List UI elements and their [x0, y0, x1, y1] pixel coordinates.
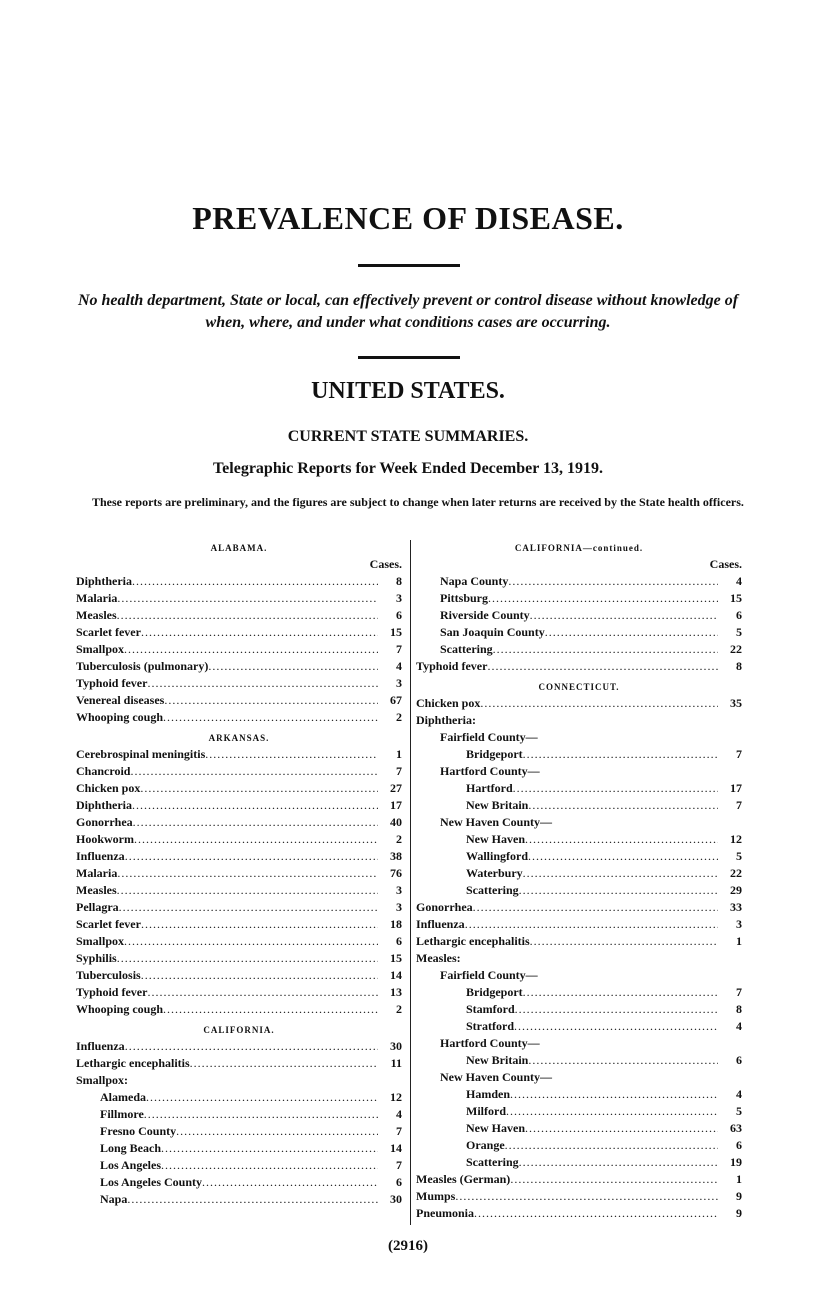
left-column: [76, 540, 402, 1208]
disease-name: Napa: [100, 1192, 128, 1206]
table-row: [76, 607, 402, 624]
dot-leader: [514, 1018, 718, 1035]
table-group-label: [416, 967, 742, 984]
case-count: 38: [390, 849, 402, 863]
table-row: [416, 1086, 742, 1103]
table-row: [416, 624, 742, 641]
subsection-title: CURRENT STATE SUMMARIES.: [287, 428, 529, 445]
table-row: [76, 1089, 402, 1106]
right-column: [416, 540, 742, 1222]
case-count: 2: [396, 1002, 402, 1016]
disease-name: Bridgeport: [466, 985, 523, 999]
disease-name: Orange: [466, 1138, 505, 1152]
table-row: [76, 916, 402, 933]
case-count: 8: [736, 659, 742, 673]
case-count: 5: [736, 1104, 742, 1118]
disease-name: Chancroid: [76, 764, 131, 778]
disease-name: Waterbury: [466, 866, 523, 880]
table-row: [416, 831, 742, 848]
case-count: 7: [736, 747, 742, 761]
dot-leader: [130, 763, 378, 780]
dot-leader: [523, 746, 718, 763]
dot-leader: [513, 780, 718, 797]
dot-leader: [176, 1123, 378, 1140]
dot-leader: [530, 933, 718, 950]
cases-header: Cases.: [709, 557, 742, 571]
dot-leader: [161, 1157, 378, 1174]
table-row: [76, 658, 402, 675]
disease-name: Scattering: [466, 1155, 519, 1169]
table-row: [76, 675, 402, 692]
case-count: 4: [736, 1087, 742, 1101]
dot-leader: [525, 1120, 718, 1137]
case-count: 4: [396, 1107, 402, 1121]
table-row: [76, 797, 402, 814]
table-row: [76, 848, 402, 865]
disease-name: Smallpox:: [76, 1073, 129, 1087]
disease-name: Typhoid fever: [416, 659, 488, 673]
table-row: [76, 984, 402, 1001]
disease-name: San Joaquin County: [440, 625, 545, 639]
dot-leader: [147, 984, 378, 1001]
page-number: (2916): [388, 1238, 428, 1254]
dot-leader: [117, 865, 378, 882]
disease-name: Tuberculosis (pulmonary): [76, 659, 209, 673]
case-count: 17: [390, 798, 402, 812]
table-row: [76, 763, 402, 780]
case-count: 7: [396, 764, 402, 778]
dot-leader: [506, 1103, 718, 1120]
disease-name: Scarlet fever: [76, 917, 141, 931]
title-rule: [358, 264, 460, 267]
disease-name: Mumps: [416, 1189, 456, 1203]
table-row: [416, 607, 742, 624]
disease-name: Stamford: [466, 1002, 515, 1016]
disease-name: Influenza: [76, 849, 125, 863]
disease-name: Milford: [466, 1104, 506, 1118]
state-heading: ARKANSAS.: [208, 733, 270, 743]
case-count: 3: [396, 591, 402, 605]
table-row: [76, 780, 402, 797]
disease-name: Pittsburg: [440, 591, 488, 605]
table-row: [76, 746, 402, 763]
case-count: 6: [736, 1138, 742, 1152]
case-count: 19: [730, 1155, 742, 1169]
disease-name: Gonorrhea: [416, 900, 473, 914]
disease-name: Gonorrhea: [76, 815, 133, 829]
dot-leader: [141, 624, 378, 641]
dot-leader: [510, 1086, 718, 1103]
case-count: 7: [396, 1158, 402, 1172]
table-row: [76, 1174, 402, 1191]
disease-name: Influenza: [416, 917, 465, 931]
disease-name: Chicken pox: [416, 696, 481, 710]
table-row: [76, 1123, 402, 1140]
case-count: 40: [390, 815, 402, 829]
disease-name: Measles: [76, 608, 117, 622]
disease-name: Hookworm: [76, 832, 134, 846]
table-row: [76, 933, 402, 950]
dot-leader: [528, 1052, 718, 1069]
case-count: 3: [736, 917, 742, 931]
dot-leader: [505, 1137, 718, 1154]
case-count: 6: [736, 608, 742, 622]
dot-leader: [493, 641, 718, 658]
disease-name: New Haven County—: [440, 815, 553, 829]
table-row: [416, 1205, 742, 1222]
table-row: [416, 780, 742, 797]
table-row: [416, 865, 742, 882]
table-group-label: [416, 1035, 742, 1052]
table-row: [76, 1191, 402, 1208]
table-row: [76, 1001, 402, 1018]
dot-leader: [487, 658, 718, 675]
case-count: 12: [730, 832, 742, 846]
case-count: 67: [390, 693, 402, 707]
dot-leader: [525, 831, 718, 848]
disease-name: Long Beach: [100, 1141, 162, 1155]
table-row: [416, 933, 742, 950]
state-heading: CALIFORNIA—continued.: [514, 543, 644, 553]
section-title: UNITED STATES.: [311, 378, 505, 404]
case-count: 5: [736, 849, 742, 863]
disease-name: New Britain: [466, 798, 529, 812]
case-count: 1: [736, 1172, 742, 1186]
case-count: 4: [396, 659, 402, 673]
table-row: [416, 1154, 742, 1171]
dot-leader: [519, 1154, 718, 1171]
table-row: [76, 692, 402, 709]
case-count: 18: [390, 917, 402, 931]
state-heading: ALABAMA.: [210, 543, 268, 553]
case-count: 7: [736, 798, 742, 812]
dot-leader: [124, 933, 378, 950]
disease-name: Fresno County: [100, 1124, 177, 1138]
table-row: [76, 1055, 402, 1072]
dot-leader: [141, 967, 378, 984]
disease-name: Measles:: [416, 951, 461, 965]
dot-leader: [528, 797, 718, 814]
table-row: [416, 1188, 742, 1205]
case-count: 7: [396, 1124, 402, 1138]
state-heading: CONNECTICUT.: [538, 682, 620, 692]
case-count: 8: [396, 574, 402, 588]
disease-name: Whooping cough: [76, 1002, 164, 1016]
case-count: 9: [736, 1206, 742, 1220]
disease-name: Whooping cough: [76, 710, 164, 724]
table-row: [416, 1171, 742, 1188]
dot-leader: [127, 1191, 378, 1208]
table-row: [76, 865, 402, 882]
table-group-label: [416, 763, 742, 780]
disease-name: Hamden: [466, 1087, 511, 1101]
case-count: 33: [730, 900, 742, 914]
dot-leader: [161, 1140, 378, 1157]
table-row: [76, 950, 402, 967]
case-count: 2: [396, 710, 402, 724]
dot-leader: [163, 709, 378, 726]
dot-leader: [515, 1001, 718, 1018]
disease-name: Influenza: [76, 1039, 125, 1053]
dot-leader: [523, 984, 718, 1001]
case-count: 7: [396, 642, 402, 656]
table-group-label: [416, 712, 742, 729]
table-group-label: [416, 729, 742, 746]
disease-name: Venereal diseases: [76, 693, 165, 707]
table-row: [76, 899, 402, 916]
table-row: [416, 746, 742, 763]
case-count: 30: [390, 1192, 402, 1206]
case-count: 2: [396, 832, 402, 846]
case-count: 76: [390, 866, 402, 880]
dot-leader: [523, 865, 718, 882]
dot-leader: [140, 780, 378, 797]
table-row: [416, 848, 742, 865]
dot-leader: [202, 1174, 378, 1191]
dot-leader: [133, 814, 378, 831]
disease-name: Hartford: [466, 781, 513, 795]
dot-leader: [530, 607, 718, 624]
intro-paragraph: These reports are preliminary, and the figures are subject to change when later returns are received by the State health officers.: [92, 495, 744, 509]
dot-leader: [480, 695, 718, 712]
case-count: 30: [390, 1039, 402, 1053]
case-count: 6: [736, 1053, 742, 1067]
case-count: 17: [730, 781, 742, 795]
table-row: [416, 1052, 742, 1069]
disease-name: Scattering: [466, 883, 519, 897]
disease-name: Diphtheria:: [416, 713, 476, 727]
case-count: 3: [396, 676, 402, 690]
disease-name: Scarlet fever: [76, 625, 141, 639]
table-row: [416, 641, 742, 658]
disease-name: Smallpox: [76, 642, 125, 656]
disease-name: New Haven: [466, 1121, 525, 1135]
table-row: [416, 695, 742, 712]
table-row: [416, 573, 742, 590]
case-count: 15: [390, 951, 402, 965]
dot-leader: [132, 797, 378, 814]
disease-name: Chicken pox: [76, 781, 141, 795]
table-row: [416, 899, 742, 916]
table-row: [76, 1106, 402, 1123]
dot-leader: [488, 590, 718, 607]
disease-name: Tuberculosis: [76, 968, 141, 982]
table-row: [416, 590, 742, 607]
table-row: [76, 831, 402, 848]
case-count: 14: [390, 968, 402, 982]
table-row: [76, 1140, 402, 1157]
case-count: 3: [396, 900, 402, 914]
table-row: [76, 814, 402, 831]
table-row: [416, 797, 742, 814]
table-row: [416, 1103, 742, 1120]
dot-leader: [545, 624, 718, 641]
table-row: [416, 1001, 742, 1018]
table-row: [76, 590, 402, 607]
case-count: 13: [390, 985, 402, 999]
case-count: 22: [730, 642, 742, 656]
disease-name: Hartford County—: [440, 764, 540, 778]
dot-leader: [117, 590, 378, 607]
case-count: 15: [730, 591, 742, 605]
table-row: [416, 916, 742, 933]
case-count: 7: [736, 985, 742, 999]
dot-leader: [208, 658, 378, 675]
disease-name: Smallpox: [76, 934, 125, 948]
disease-name: Typhoid fever: [76, 985, 148, 999]
dot-leader: [474, 1205, 718, 1222]
table-row: [76, 1038, 402, 1055]
cases-header: Cases.: [369, 557, 402, 571]
disease-name: Wallingford: [466, 849, 529, 863]
dot-leader: [117, 950, 378, 967]
table-row: [76, 641, 402, 658]
disease-name: Los Angeles: [100, 1158, 162, 1172]
disease-name: Alameda: [100, 1090, 146, 1104]
disease-name: Fillmore: [100, 1107, 144, 1121]
table-row: [76, 573, 402, 590]
table-row: [416, 882, 742, 899]
disease-name: Hartford County—: [440, 1036, 540, 1050]
dot-leader: [117, 607, 378, 624]
dot-leader: [117, 882, 378, 899]
dot-leader: [465, 916, 718, 933]
disease-name: New Haven: [466, 832, 525, 846]
page-title: PREVALENCE OF DISEASE.: [192, 200, 624, 236]
dot-leader: [141, 916, 378, 933]
disease-name: Measles: [76, 883, 117, 897]
table-row: [416, 658, 742, 675]
disease-name: Riverside County: [440, 608, 530, 622]
table-group-label: [416, 1069, 742, 1086]
disease-name: Malaria: [76, 591, 118, 605]
dot-leader: [473, 899, 718, 916]
disease-name: Pellagra: [76, 900, 119, 914]
dot-leader: [164, 692, 378, 709]
dot-leader: [528, 848, 718, 865]
disease-name: Bridgeport: [466, 747, 523, 761]
dot-leader: [146, 1089, 378, 1106]
table-row: [416, 984, 742, 1001]
table-group-label: [416, 814, 742, 831]
case-count: 27: [390, 781, 402, 795]
disease-name: Syphilis: [76, 951, 117, 965]
table-row: [416, 1137, 742, 1154]
case-count: 4: [736, 574, 742, 588]
table-row: [76, 1157, 402, 1174]
dot-leader: [132, 573, 378, 590]
disease-name: Diphtheria: [76, 798, 133, 812]
case-count: 15: [390, 625, 402, 639]
motto: No health department, State or local, can effectively prevent or control disease without knowledge of when, where, and under what conditions cases are occurring.: [77, 292, 739, 331]
disease-name: Fairfield County—: [440, 730, 538, 744]
state-heading: CALIFORNIA.: [203, 1025, 275, 1035]
dot-leader: [147, 675, 378, 692]
dot-leader: [508, 573, 718, 590]
table-row: [76, 624, 402, 641]
disease-name: Lethargic encephalitis: [416, 934, 530, 948]
case-count: 22: [730, 866, 742, 880]
table-row: [416, 1120, 742, 1137]
case-count: 5: [736, 625, 742, 639]
disease-name: New Britain: [466, 1053, 529, 1067]
case-count: 35: [730, 696, 742, 710]
case-count: 1: [396, 747, 402, 761]
case-count: 9: [736, 1189, 742, 1203]
disease-name: Typhoid fever: [76, 676, 148, 690]
dot-leader: [163, 1001, 378, 1018]
disease-name: Measles (German): [416, 1172, 511, 1186]
disease-name: Fairfield County—: [440, 968, 538, 982]
case-count: 4: [736, 1019, 742, 1033]
table-group-label: [416, 950, 742, 967]
column-divider: [410, 540, 411, 1225]
table-group-label: [76, 1072, 402, 1089]
dot-leader: [119, 899, 378, 916]
dot-leader: [134, 831, 378, 848]
case-count: 29: [730, 883, 742, 897]
case-count: 6: [396, 1175, 402, 1189]
disease-name: Lethargic encephalitis: [76, 1056, 190, 1070]
case-count: 8: [736, 1002, 742, 1016]
table-row: [76, 882, 402, 899]
table-row: [416, 1018, 742, 1035]
case-count: 63: [730, 1121, 742, 1135]
disease-name: Stratford: [466, 1019, 514, 1033]
dot-leader: [125, 848, 378, 865]
disease-name: Cerebrospinal meningitis: [76, 747, 206, 761]
case-count: 6: [396, 608, 402, 622]
disease-name: Napa County: [440, 574, 509, 588]
table-row: [76, 709, 402, 726]
disease-name: Scattering: [440, 642, 493, 656]
dot-leader: [455, 1188, 718, 1205]
disease-name: Diphtheria: [76, 574, 133, 588]
case-count: 3: [396, 883, 402, 897]
dot-leader: [205, 746, 378, 763]
case-count: 11: [390, 1056, 402, 1070]
dot-leader: [144, 1106, 378, 1123]
disease-name: Malaria: [76, 866, 118, 880]
case-count: 12: [390, 1090, 402, 1104]
dot-leader: [124, 641, 378, 658]
disease-name: New Haven County—: [440, 1070, 553, 1084]
motto-rule: [358, 356, 460, 359]
dot-leader: [125, 1038, 378, 1055]
disease-name: Los Angeles County: [100, 1175, 203, 1189]
case-count: 6: [396, 934, 402, 948]
dot-leader: [519, 882, 718, 899]
report-title: Telegraphic Reports for Week Ended December 13, 1919.: [212, 460, 604, 477]
disease-name: Pneumonia: [416, 1206, 475, 1220]
case-count: 14: [390, 1141, 402, 1155]
case-count: 1: [736, 934, 742, 948]
table-row: [76, 967, 402, 984]
dot-leader: [510, 1171, 718, 1188]
dot-leader: [190, 1055, 378, 1072]
